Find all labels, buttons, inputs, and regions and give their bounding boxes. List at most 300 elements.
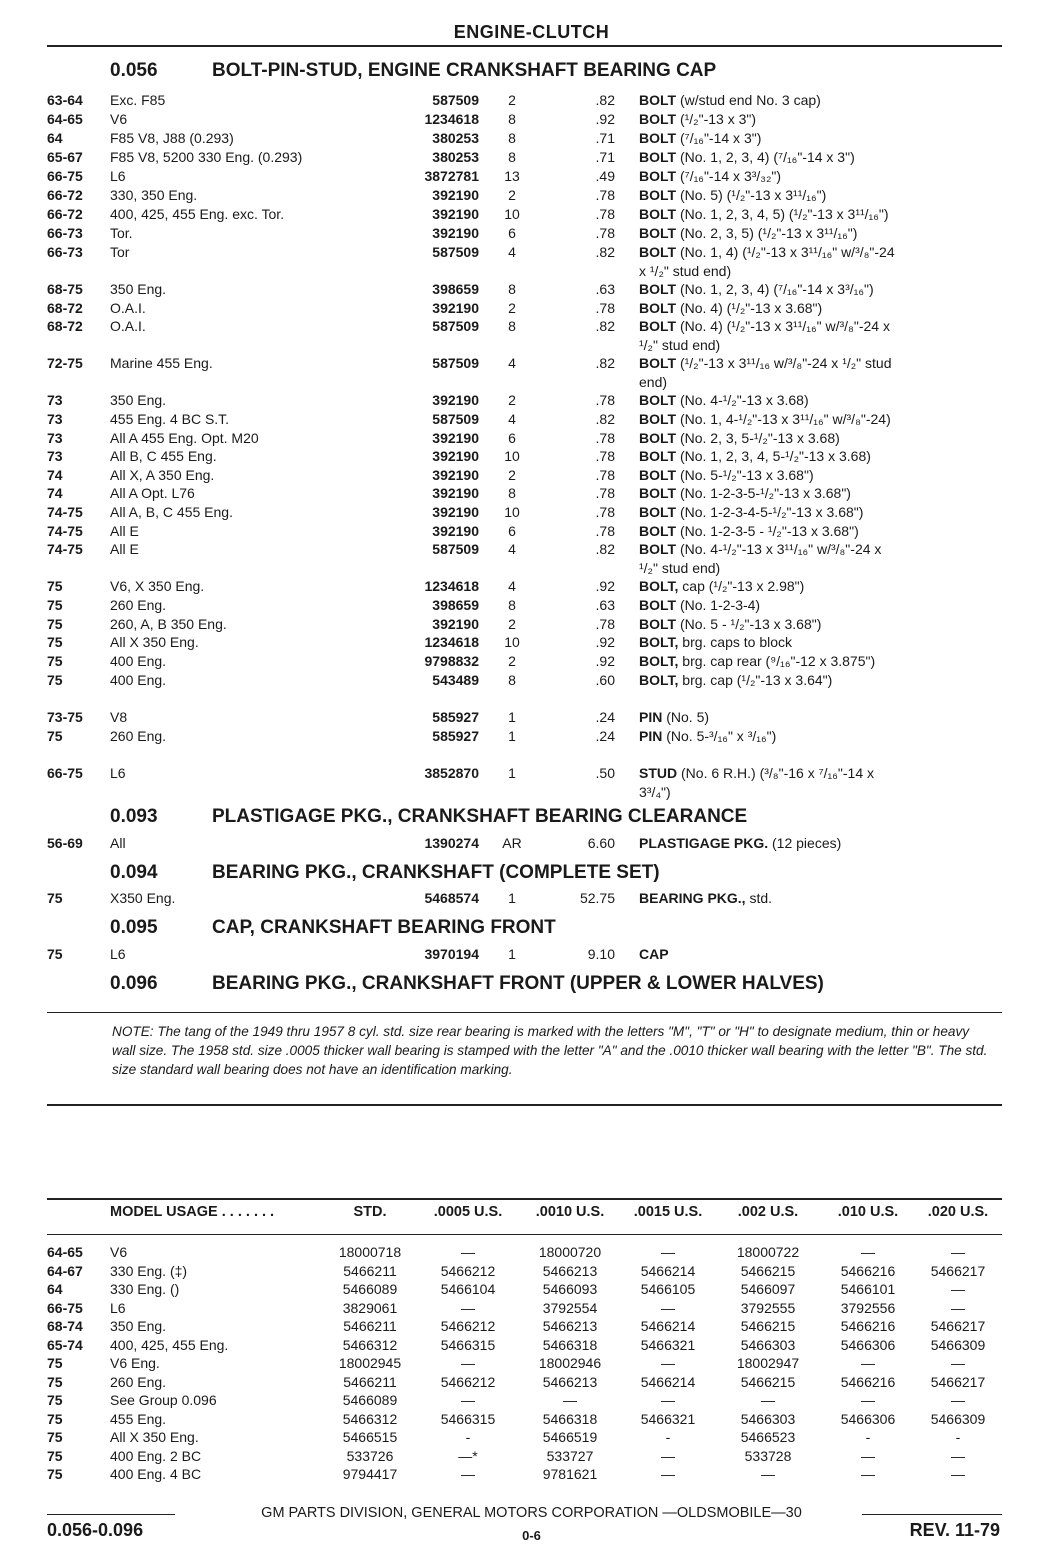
- quantity: 2: [508, 467, 516, 483]
- description: [639, 168, 1007, 184]
- group-number: 0.096: [110, 973, 158, 994]
- table-part-number: 18002947: [736, 1355, 800, 1371]
- table-part-number: 5466217: [930, 1318, 986, 1334]
- table-model: See Group 0.096: [110, 1392, 217, 1408]
- table-model: 400 Eng. 2 BC: [110, 1448, 202, 1464]
- part-number: 543489: [432, 672, 479, 688]
- price: .24: [595, 709, 615, 725]
- year-range: 68-72: [47, 318, 83, 334]
- description-detail: (No. 4) (¹/₂"-13 x 3.68"): [676, 300, 823, 316]
- table-part-number: 5466217: [930, 1374, 986, 1390]
- description-detail: (⁷/₁₆"-14 x 3³/₃₂"): [676, 168, 782, 184]
- table-row: [47, 1466, 1007, 1484]
- table-part-number: 5466515: [342, 1429, 398, 1445]
- description: [639, 225, 1007, 241]
- description: [639, 765, 1007, 781]
- description-keyword: PIN: [639, 709, 663, 725]
- price: .63: [595, 281, 615, 297]
- description-detail: brg. cap (¹/₂"-13 x 3.64"): [678, 672, 833, 688]
- part-row: [47, 92, 1007, 112]
- year-range: 66-75: [47, 168, 83, 184]
- table-part-number: —: [951, 1392, 965, 1408]
- table-part-number: 5466315: [440, 1411, 496, 1427]
- table-part-number: -: [665, 1429, 671, 1445]
- table-row: [47, 1281, 1007, 1299]
- part-row: [47, 523, 1007, 543]
- quantity: 10: [504, 206, 520, 222]
- quantity: 6: [508, 523, 516, 539]
- year-range: 75: [47, 616, 63, 632]
- quantity: 4: [508, 411, 516, 427]
- header-model-usage: MODEL USAGE . . . . . . .: [110, 1204, 275, 1220]
- application: 260 Eng.: [110, 597, 167, 613]
- part-number: 398659: [432, 281, 479, 297]
- description: [639, 92, 1007, 108]
- table-model: 455 Eng.: [110, 1411, 167, 1427]
- part-row: [47, 187, 1007, 207]
- description-detail: (No. 6 R.H.) (³/₈"-16 x ⁷/₁₆"-14 x: [677, 765, 874, 781]
- application: 455 Eng. 4 BC S.T.: [110, 411, 230, 427]
- description: [639, 784, 1007, 800]
- price: .49: [595, 168, 615, 184]
- year-range: 66-72: [47, 187, 83, 203]
- year-range: 75: [47, 653, 63, 669]
- description-keyword: BOLT: [639, 111, 677, 127]
- part-number: 392190: [432, 523, 479, 539]
- price: .82: [595, 92, 615, 108]
- description-keyword: BOLT: [639, 523, 677, 539]
- description-keyword: BOLT: [639, 448, 677, 464]
- price: .82: [595, 318, 615, 334]
- table-model: 330 Eng. (‡): [110, 1263, 188, 1279]
- quantity: 2: [508, 653, 516, 669]
- part-row: [47, 835, 1007, 855]
- table-part-number: 5466312: [342, 1337, 398, 1353]
- part-row: [47, 111, 1007, 131]
- description-keyword: BOLT: [639, 616, 677, 632]
- table-part-number: —: [563, 1392, 577, 1408]
- quantity: 4: [508, 541, 516, 557]
- description-keyword: STUD: [639, 765, 678, 781]
- price: .78: [595, 504, 615, 520]
- table-year: 66-75: [47, 1300, 83, 1316]
- part-number: 585927: [432, 709, 479, 725]
- table-part-number: 5466211: [343, 1318, 397, 1334]
- table-part-number: —: [861, 1466, 875, 1482]
- part-number: 587509: [432, 411, 479, 427]
- application: 350 Eng.: [110, 281, 167, 297]
- part-row: [47, 318, 1007, 338]
- table-part-number: 5466101: [840, 1281, 896, 1297]
- part-number: 392190: [432, 616, 479, 632]
- table-part-number: 18000722: [736, 1244, 800, 1260]
- application: L6: [110, 168, 126, 184]
- table-part-number: 5466321: [640, 1337, 696, 1353]
- description-keyword: BOLT: [639, 430, 677, 446]
- part-row: [47, 448, 1007, 468]
- header-std: STD.: [353, 1204, 387, 1220]
- year-range: 66-73: [47, 225, 83, 241]
- year-range: 74-75: [47, 523, 83, 539]
- table-model: V6 Eng.: [110, 1355, 160, 1371]
- part-row: [47, 541, 1007, 561]
- quantity: 2: [508, 300, 516, 316]
- price: .82: [595, 244, 615, 260]
- description: [639, 111, 1007, 127]
- price: .92: [595, 653, 615, 669]
- table-part-number: 5466306: [840, 1337, 896, 1353]
- section-title: BOLT-PIN-STUD, ENGINE CRANKSHAFT BEARING CAP: [212, 60, 717, 81]
- description-keyword: BOLT: [639, 355, 677, 371]
- table-part-number: —: [661, 1300, 675, 1316]
- description-detail: (No. 5): [662, 709, 710, 725]
- application: F85 V8, J88 (0.293): [110, 130, 234, 146]
- header-020: .020 U.S.: [927, 1204, 989, 1220]
- description-detail: (¹/₂"-13 x 3"): [676, 111, 757, 127]
- quantity: 1: [508, 765, 516, 781]
- description-keyword: CAP: [639, 946, 669, 962]
- description-keyword: BOLT: [639, 504, 677, 520]
- description-keyword: BOLT: [639, 411, 677, 427]
- section-heading: [110, 973, 824, 995]
- table-model: 400 Eng. 4 BC: [110, 1466, 202, 1482]
- section-title: BEARING PKG., CRANKSHAFT (COMPLETE SET): [212, 862, 660, 883]
- table-year: 75: [47, 1392, 63, 1408]
- table-model: 350 Eng.: [110, 1318, 167, 1334]
- part-row: [47, 616, 1007, 636]
- year-range: 64: [47, 130, 63, 146]
- table-year: 75: [47, 1411, 63, 1427]
- price: .78: [595, 392, 615, 408]
- description: [639, 890, 1007, 906]
- part-row: [47, 765, 1007, 785]
- table-part-number: 5466312: [342, 1411, 398, 1427]
- table-part-number: 5466212: [440, 1374, 496, 1390]
- table-part-number: —: [461, 1466, 475, 1482]
- table-model: 330 Eng. (): [110, 1281, 180, 1297]
- table-part-number: 5466212: [440, 1318, 496, 1334]
- table-row: [47, 1392, 1007, 1410]
- table-part-number: 3829061: [342, 1300, 398, 1316]
- price: .71: [595, 130, 615, 146]
- table-row: [47, 1263, 1007, 1281]
- header-010: .010 U.S.: [837, 1204, 899, 1220]
- description-keyword: PIN: [639, 728, 663, 744]
- description: [639, 541, 1007, 557]
- table-part-number: 5466318: [542, 1411, 598, 1427]
- header-002: .002 U.S.: [737, 1204, 799, 1220]
- description: [639, 634, 1007, 650]
- description-detail: (No. 1, 2, 3, 4) (⁷/₁₆"-14 x 3"): [676, 149, 855, 165]
- table-part-number: 18000720: [538, 1244, 602, 1260]
- description-detail: (No. 5 - ¹/₂"-13 x 3.68"): [676, 616, 822, 632]
- bearing-table-header: [47, 1204, 1007, 1226]
- application: All E: [110, 541, 139, 557]
- part-row: [47, 281, 1007, 301]
- quantity: 10: [504, 448, 520, 464]
- description-detail: ¹/₂" stud end): [639, 560, 721, 576]
- table-part-number: —: [951, 1281, 965, 1297]
- description-keyword: BOLT: [639, 130, 677, 146]
- table-part-number: 533728: [744, 1448, 792, 1464]
- table-part-number: -: [465, 1429, 471, 1445]
- table-year: 68-74: [47, 1318, 83, 1334]
- description-detail: std.: [745, 890, 773, 906]
- table-part-number: 5466097: [740, 1281, 796, 1297]
- table-model: V6: [110, 1244, 128, 1260]
- price: .78: [595, 523, 615, 539]
- description-keyword: BOLT,: [639, 653, 679, 669]
- price: .78: [595, 616, 615, 632]
- table-part-number: 5466309: [930, 1411, 986, 1427]
- application: All E: [110, 523, 139, 539]
- description-detail: (No. 5) (¹/₂"-13 x 3¹¹/₁₆"): [676, 187, 827, 203]
- part-row: [47, 430, 1007, 450]
- table-part-number: 5466089: [342, 1281, 398, 1297]
- table-part-number: 18000718: [338, 1244, 402, 1260]
- table-part-number: -: [955, 1429, 961, 1445]
- description-detail: (No. 1-2-3-4-5-¹/₂"-13 x 3.68"): [676, 504, 864, 520]
- description: [639, 560, 1007, 576]
- description-detail: (No. 2, 3, 5-¹/₂"-13 x 3.68): [676, 430, 840, 446]
- price: 6.60: [587, 835, 615, 851]
- table-part-number: 5466211: [343, 1263, 397, 1279]
- quantity: 1: [508, 728, 516, 744]
- table-year: 75: [47, 1448, 63, 1464]
- table-year: 75: [47, 1466, 63, 1482]
- table-model: All X 350 Eng.: [110, 1429, 199, 1445]
- table-part-number: 5466213: [542, 1318, 598, 1334]
- table-part-number: 5466093: [542, 1281, 598, 1297]
- table-part-number: 5466306: [840, 1411, 896, 1427]
- application: 330, 350 Eng.: [110, 187, 198, 203]
- description: [639, 709, 1007, 725]
- application: O.A.I.: [110, 300, 146, 316]
- table-part-number: 5466216: [840, 1318, 896, 1334]
- table-top-rule: [47, 1198, 1002, 1200]
- part-row: [47, 374, 1007, 394]
- description: [639, 206, 1007, 222]
- quantity: 2: [508, 616, 516, 632]
- price: .92: [595, 634, 615, 650]
- table-part-number: 5466321: [640, 1411, 696, 1427]
- part-number: 1234618: [424, 111, 479, 127]
- price: .92: [595, 111, 615, 127]
- description-detail: brg. cap rear (⁹/₁₆"-12 x 3.875"): [678, 653, 876, 669]
- price: .78: [595, 300, 615, 316]
- table-header-rule: [47, 1234, 1002, 1235]
- description-keyword: BOLT: [639, 300, 677, 316]
- quantity: 10: [504, 504, 520, 520]
- quantity: 1: [508, 890, 516, 906]
- description-keyword: BOLT: [639, 467, 677, 483]
- table-row: [47, 1337, 1007, 1355]
- page-number: 0-6: [522, 1528, 541, 1543]
- application: Tor.: [110, 225, 133, 241]
- part-number: 392190: [432, 467, 479, 483]
- table-part-number: 5466213: [542, 1374, 598, 1390]
- table-model: 260 Eng.: [110, 1374, 167, 1390]
- description: [639, 355, 1007, 371]
- price: .24: [595, 728, 615, 744]
- table-row: [47, 1429, 1007, 1447]
- quantity: 2: [508, 92, 516, 108]
- application: All A 455 Eng. Opt. M20: [110, 430, 259, 446]
- description-detail: (No. 1-2-3-4): [676, 597, 761, 613]
- description-keyword: BOLT,: [639, 578, 679, 594]
- part-number: 392190: [432, 448, 479, 464]
- price: 9.10: [587, 946, 615, 962]
- part-row: [47, 578, 1007, 598]
- application: 400 Eng.: [110, 653, 167, 669]
- table-row: [47, 1318, 1007, 1336]
- table-part-number: —: [861, 1392, 875, 1408]
- note-bottom-rule: [47, 1104, 1002, 1106]
- quantity: 4: [508, 355, 516, 371]
- application: V6: [110, 111, 128, 127]
- table-year: 75: [47, 1429, 63, 1445]
- header-0005: .0005 U.S.: [433, 1204, 503, 1220]
- description: [639, 149, 1007, 165]
- description: [639, 485, 1007, 501]
- table-part-number: 3792556: [840, 1300, 896, 1316]
- part-number: 5468574: [424, 890, 479, 906]
- quantity: 8: [508, 281, 516, 297]
- quantity: 13: [504, 168, 520, 184]
- table-row: [47, 1355, 1007, 1373]
- part-row: [47, 244, 1007, 264]
- price: .78: [595, 448, 615, 464]
- description-keyword: BOLT: [639, 281, 677, 297]
- quantity: 8: [508, 318, 516, 334]
- table-part-number: -: [865, 1429, 871, 1445]
- section-heading: [110, 917, 556, 939]
- part-number: 392190: [432, 392, 479, 408]
- description-keyword: BOLT: [639, 541, 677, 557]
- description-detail: x ¹/₂" stud end): [639, 263, 732, 279]
- table-part-number: —: [461, 1392, 475, 1408]
- quantity: 8: [508, 111, 516, 127]
- description: [639, 130, 1007, 146]
- part-number: 585927: [432, 728, 479, 744]
- description-detail: 3³/₄"): [639, 784, 671, 800]
- year-range: 66-75: [47, 765, 83, 781]
- description-keyword: BOLT: [639, 168, 677, 184]
- application: V6, X 350 Eng.: [110, 578, 205, 594]
- year-range: 73: [47, 448, 63, 464]
- table-part-number: —: [661, 1392, 675, 1408]
- price: 52.75: [579, 890, 615, 906]
- table-part-number: 5466105: [640, 1281, 696, 1297]
- application: 400, 425, 455 Eng. exc. Tor.: [110, 206, 285, 222]
- application: 260 Eng.: [110, 728, 167, 744]
- table-part-number: —: [951, 1448, 965, 1464]
- table-row: [47, 1300, 1007, 1318]
- price: .82: [595, 541, 615, 557]
- table-part-number: 5466519: [542, 1429, 598, 1445]
- table-year: 64: [47, 1281, 63, 1297]
- description-detail: (No. 4-¹/₂"-13 x 3¹¹/₁₆" w/³/₈"-24 x: [676, 541, 882, 557]
- section-title: PLASTIGAGE PKG., CRANKSHAFT BEARING CLEARANCE: [212, 806, 748, 827]
- table-part-number: 9781621: [542, 1466, 598, 1482]
- table-part-number: 3792555: [740, 1300, 796, 1316]
- description: [639, 616, 1007, 632]
- quantity: 8: [508, 672, 516, 688]
- year-range: 63-64: [47, 92, 83, 108]
- description-keyword: BOLT: [639, 187, 677, 203]
- application: All X, A 350 Eng.: [110, 467, 215, 483]
- quantity: 6: [508, 430, 516, 446]
- table-row: [47, 1374, 1007, 1392]
- price: .82: [595, 355, 615, 371]
- table-part-number: 9794417: [342, 1466, 398, 1482]
- application: X350 Eng.: [110, 890, 176, 906]
- part-number: 398659: [432, 597, 479, 613]
- description: [639, 448, 1007, 464]
- application: O.A.I.: [110, 318, 146, 334]
- table-year: 75: [47, 1355, 63, 1371]
- price: .92: [595, 578, 615, 594]
- part-row: [47, 504, 1007, 524]
- application: All A Opt. L76: [110, 485, 195, 501]
- header-0010: .0010 U.S.: [535, 1204, 605, 1220]
- table-part-number: —: [951, 1466, 965, 1482]
- part-row: [47, 411, 1007, 431]
- table-year: 65-74: [47, 1337, 83, 1353]
- table-year: 64-67: [47, 1263, 83, 1279]
- table-part-number: —: [761, 1466, 775, 1482]
- description: [639, 263, 1007, 279]
- table-part-number: 5466523: [740, 1429, 796, 1445]
- year-range: 72-75: [47, 355, 83, 371]
- description-detail: brg. caps to block: [678, 634, 793, 650]
- description-keyword: BOLT: [639, 392, 677, 408]
- part-row: [47, 149, 1007, 169]
- description-keyword: PLASTIGAGE PKG.: [639, 835, 769, 851]
- table-part-number: 3792554: [542, 1300, 598, 1316]
- year-range: 65-67: [47, 149, 83, 165]
- year-range: 75: [47, 946, 63, 962]
- part-number: 1390274: [424, 835, 479, 851]
- description-detail: (No. 1-2-3-5 - ¹/₂"-13 x 3.68"): [676, 523, 859, 539]
- group-number: 0.095: [110, 917, 158, 938]
- table-part-number: —: [951, 1244, 965, 1260]
- price: .50: [595, 765, 615, 781]
- quantity: 8: [508, 597, 516, 613]
- part-number: 392190: [432, 206, 479, 222]
- group-number: 0.094: [110, 862, 158, 883]
- table-part-number: 5466216: [840, 1263, 896, 1279]
- application: All B, C 455 Eng.: [110, 448, 217, 464]
- description-detail: end): [639, 374, 668, 390]
- description-detail: (¹/₂"-13 x 3¹¹/₁₆ w/³/₈"-24 x ¹/₂" stud: [676, 355, 892, 371]
- year-range: 75: [47, 578, 63, 594]
- table-part-number: —: [951, 1300, 965, 1316]
- table-part-number: —: [661, 1355, 675, 1371]
- year-range: 73: [47, 392, 63, 408]
- table-model: 400, 425, 455 Eng.: [110, 1337, 229, 1353]
- quantity: 8: [508, 130, 516, 146]
- table-part-number: 5466217: [930, 1263, 986, 1279]
- table-part-number: —: [951, 1355, 965, 1371]
- application: 350 Eng.: [110, 392, 167, 408]
- description-keyword: BOLT: [639, 149, 677, 165]
- footer-publisher: GM PARTS DIVISION, GENERAL MOTORS CORPORATION —OLDSMOBILE—30: [261, 1505, 802, 1521]
- price: .63: [595, 597, 615, 613]
- part-number: 587509: [432, 92, 479, 108]
- part-number: 392190: [432, 485, 479, 501]
- year-range: 74: [47, 485, 63, 501]
